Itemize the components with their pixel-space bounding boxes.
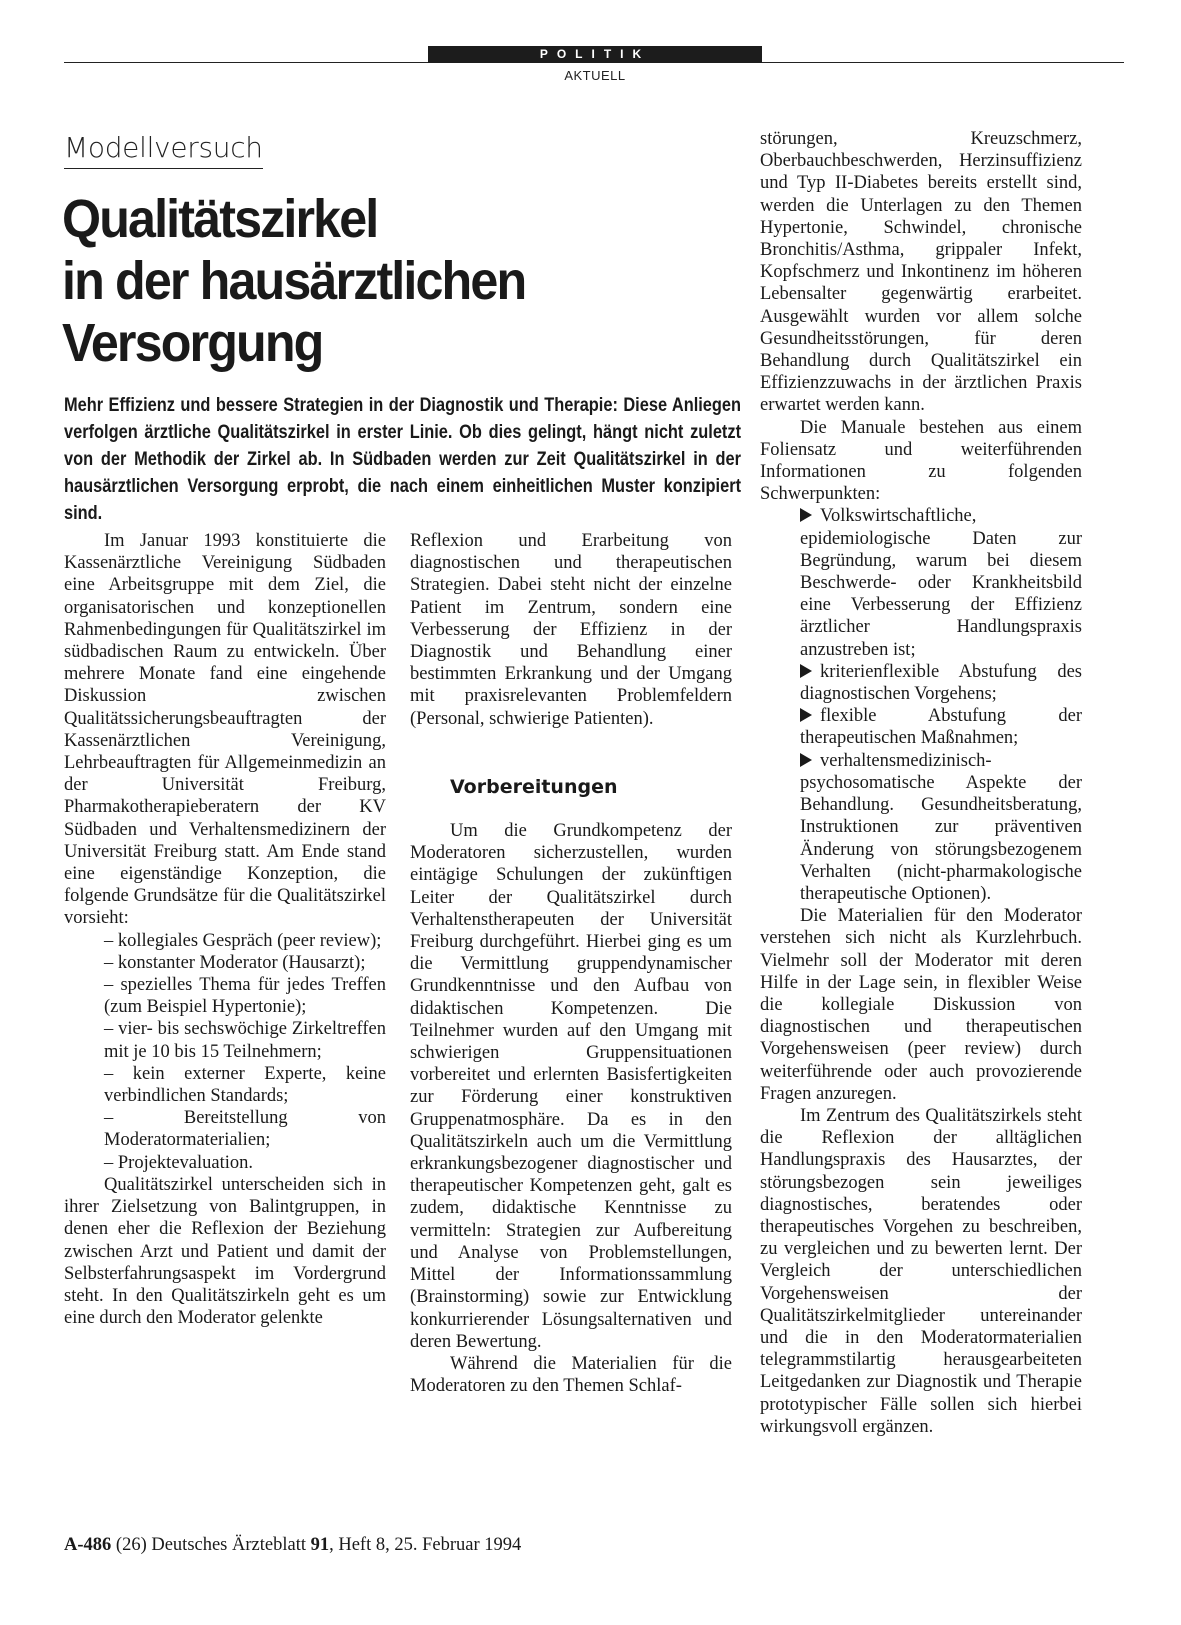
triangle-bullet-icon	[800, 753, 812, 767]
paragraph: Um die Grundkompetenz der Moderatoren sicherzustellen, wurden eintägige Schulungen der zukünftigen Leiter der Qualitätszirkel durch Verhaltenstherapeuten der Universität Freiburg durchgeführt. Hierbei ging es um die Vermittlung gruppendynamischer Grundkenntnisse und den Aufbau von didaktischen Kompetenzen. Die Teilnehmer wurden auf den Umgang mit schwierigen Gruppensituationen vorbereitet und erlernten Basisfertigkeiten zur Förderung einer konstruktiven Gruppenatmosphäre. Da es in den Qualitätszirkeln auch um die Vermittlung erkrankungsbezogener diagnostischer und therapeutischer Kompetenzen geht, galt es zudem, didaktische Kenntnisse zu vermitteln: Strategien zur Aufbereitung und Analyse von Problemstellungen, Mittel der Informationssammlung (Brainstorming) sowie zur Entwicklung konkurrierender Lösungsalternativen und deren Bewertung.	[410, 821, 732, 1352]
paragraph: Die Manuale bestehen aus einem Foliensatz und weiterführenden Informationen zu folgenden Schwerpunkten:	[760, 417, 1082, 505]
article-kicker: Modellversuch	[64, 131, 263, 169]
list-item: – spezielles Thema für jedes Treffen (zum Beispiel Hypertonie);	[104, 975, 386, 1018]
text-column-1	[64, 530, 386, 1329]
triangle-bullet-icon	[800, 708, 812, 722]
bullet-text: kriterienflexible Abstufung des diagnostischen Vorgehens;	[800, 661, 1082, 705]
bullet-item	[760, 661, 1082, 705]
section-label: POLITIK	[428, 46, 762, 63]
footer-publication: (26) Deutsches Ärzteblatt	[115, 1535, 306, 1555]
footer-volume: 91	[310, 1535, 330, 1555]
list-item: – kollegiales Gespräch (peer review);	[104, 930, 382, 951]
title-line: Versorgung	[62, 313, 323, 373]
list-item: – vier- bis sechswöchige Zirkeltreffen mit je 10 bis 15 Teilnehmern;	[104, 1019, 386, 1062]
paragraph: Im Januar 1993 konstituierte die Kassenärztliche Vereinigung Südbaden eine Arbeitsgruppe mit dem Ziel, die organisatorischen und konzeptionellen Rahmenbedingungen für Qualitätszirkel im südbadischen Raum zu entwickeln. Über mehrere Monate fand eine eingehende Diskussion zwischen Qualitätssicherungsbeauftragten der Kassenärztlichen Vereinigung, Lehrbeauftragten für Allgemeinmedizin an der Universität Freiburg, Pharmakotherapieberatern der KV Südbaden und Verhaltensmedizinern der Universität Freiburg statt. Am Ende stand eine eigenständige Konzeption, die folgende Grundsätze für die Qualitätszirkel vorsieht:	[64, 531, 386, 929]
paragraph: Während die Materialien für die Moderatoren zu den Themen Schlaf-	[410, 1353, 732, 1397]
text-column-3	[760, 128, 1082, 1438]
list-item: – konstanter Moderator (Hausarzt);	[104, 952, 366, 973]
triangle-bullet-icon	[800, 664, 812, 678]
article-title	[62, 188, 713, 374]
paragraph: Die Materialien für den Moderator verstehen sich nicht als Kurzlehrbuch. Vielmehr soll der Moderator mit deren Hilfe in der Lage sein, in flexibler Weise die kollegiale Diskussion von diagnostischen und therapeutischen Vorgehensweisen (peer review) durch weiterführende oder auch provozierende Fragen anzuregen.	[760, 906, 1082, 1104]
triangle-bullet-icon	[800, 508, 812, 522]
bullet-item	[760, 705, 1082, 749]
section-subheading: Vorbereitungen	[450, 775, 618, 798]
paragraph: störungen, Kreuzschmerz, Oberbauchbeschwerden, Herzinsuffizienz und Typ II-Diabetes bereits erstellt sind, werden die Unterlagen zu den Themen Hypertonie, Schwindel, chronische Bronchitis/Asthma, grippaler Infekt, Kopfschmerz und Inkontinenz im höheren Lebensalter gegenwärtig erarbeitet. Ausgewählt wurden vor allem solche Gesundheitsstörungen, für deren Behandlung durch Qualitätszirkel ein Effizienzzuwachs in der ärztlichen Praxis erwartet werden kann.	[760, 129, 1082, 416]
bullet-text: flexible Abstufung der therapeutischen Maßnahmen;	[800, 706, 1082, 749]
list-item: – Bereitstellung von Moderatormaterialien;	[104, 1108, 386, 1151]
paragraph: Reflexion und Erarbeitung von diagnostischen und therapeutischen Strategien. Dabei steht nicht der einzelne Patient im Zentrum, sondern eine Verbesserung der Effizienz in der Diagnostik und Behandlung einer bestimmten Erkrankung und der Umgang mit praxisrelevanten Problemfeldern (Personal, schwierige Patienten).	[410, 531, 732, 729]
page-footer	[64, 1535, 521, 1556]
title-line: in der hausärztlichen	[62, 251, 526, 311]
page-number: A-486	[64, 1535, 112, 1555]
paragraph: Im Zentrum des Qualitätszirkels steht die Reflexion der alltäglichen Handlungspraxis des Hausarztes, der störungsbezogen sein jeweiliges diagnostisches, beratendes oder therapeutisches Vorgehen zu beschreiben, zu vergleichen und zu bewerten lernt. Der Vergleich der unterschiedlichen Vorgehensweisen der Qualitätszirkelmitglieder untereinander und die in den Moderatormaterialien telegrammstilartig herausgearbeiteten Leitgedanken zur Diagnostik und Therapie prototypischer Fälle sollen sich hierbei wirkungsvoll ergänzen.	[760, 1105, 1082, 1437]
text-column-2	[410, 530, 732, 1397]
title-line: Qualitätszirkel	[62, 189, 378, 249]
paragraph: Qualitätszirkel unterscheiden sich in ihrer Zielsetzung von Balintgruppen, in denen eher die Reflexion der Beziehung zwischen Arzt und Patient und damit der Selbsterfahrungsaspekt im Vordergrund steht. In den Qualitätszirkeln geht es um eine durch den Moderator gelenkte	[64, 1174, 386, 1329]
bullet-text: verhaltensmedizinisch-psychosomatische Aspekte der Behandlung. Gesundheitsberatung, Instruktionen zur präventiven Änderung von störungsbezogenem Verhalten (nicht-pharmakologische therapeutische Optionen).	[800, 750, 1082, 904]
list-item: – Projektevaluation.	[104, 1152, 253, 1173]
bullet-item	[760, 750, 1082, 905]
subsection-label: AKTUELL	[564, 68, 626, 83]
article-lead: Mehr Effizienz und bessere Strategien in der Diagnostik und Therapie: Diese Anliegen verfolgen ärztliche Qualitätszirkel in erster Linie. Ob dies gelingt, hängt nicht zuletzt von der Methodik der Zirkel ab. In Südbaden werden zur Zeit Qualitätszirkel in der hausärztlichen Versorgung erprobt, die nach einem einheitlichen Muster konzipiert sind.	[64, 394, 742, 524]
list-item: – kein externer Experte, keine verbindlichen Standards;	[104, 1063, 386, 1107]
bullet-text: Volkswirtschaftliche, epidemiologische Daten zur Begründung, warum bei diesem Beschwerde- oder Krankheitsbild eine Verbesserung der Effizienz ärztlicher Handlungspraxis anzustreben ist;	[800, 506, 1082, 660]
footer-issue: , Heft 8, 25. Februar 1994	[329, 1535, 522, 1555]
bullet-item	[760, 505, 1082, 660]
